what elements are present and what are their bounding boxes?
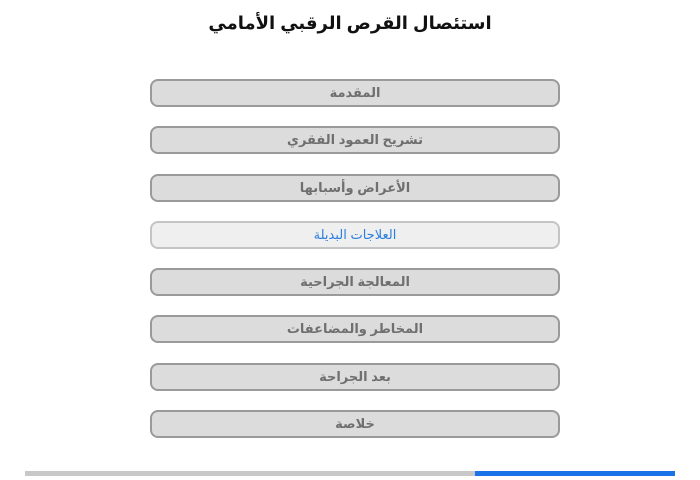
menu-item-surgical-treatment[interactable]: المعالجة الجراحية — [150, 268, 560, 296]
menu-item-risks-complications[interactable]: المخاطر والمضاعفات — [150, 315, 560, 343]
menu-item-introduction[interactable]: المقدمة — [150, 79, 560, 107]
page-title: استئصال القرص الرقبي الأمامي — [208, 13, 492, 33]
menu-item-symptoms-causes[interactable]: الأعراض وأسبابها — [150, 174, 560, 202]
progress-bar — [25, 471, 675, 476]
menu-item-spine-anatomy[interactable]: تشريح العمود الفقري — [150, 126, 560, 154]
menu-item-after-surgery[interactable]: بعد الجراحة — [150, 363, 560, 391]
menu-item-alternative-treatments[interactable]: العلاجات البديلة — [150, 221, 560, 249]
progress-fill — [475, 471, 675, 476]
menu-item-summary[interactable]: خلاصة — [150, 410, 560, 438]
chapter-menu — [150, 79, 560, 457]
